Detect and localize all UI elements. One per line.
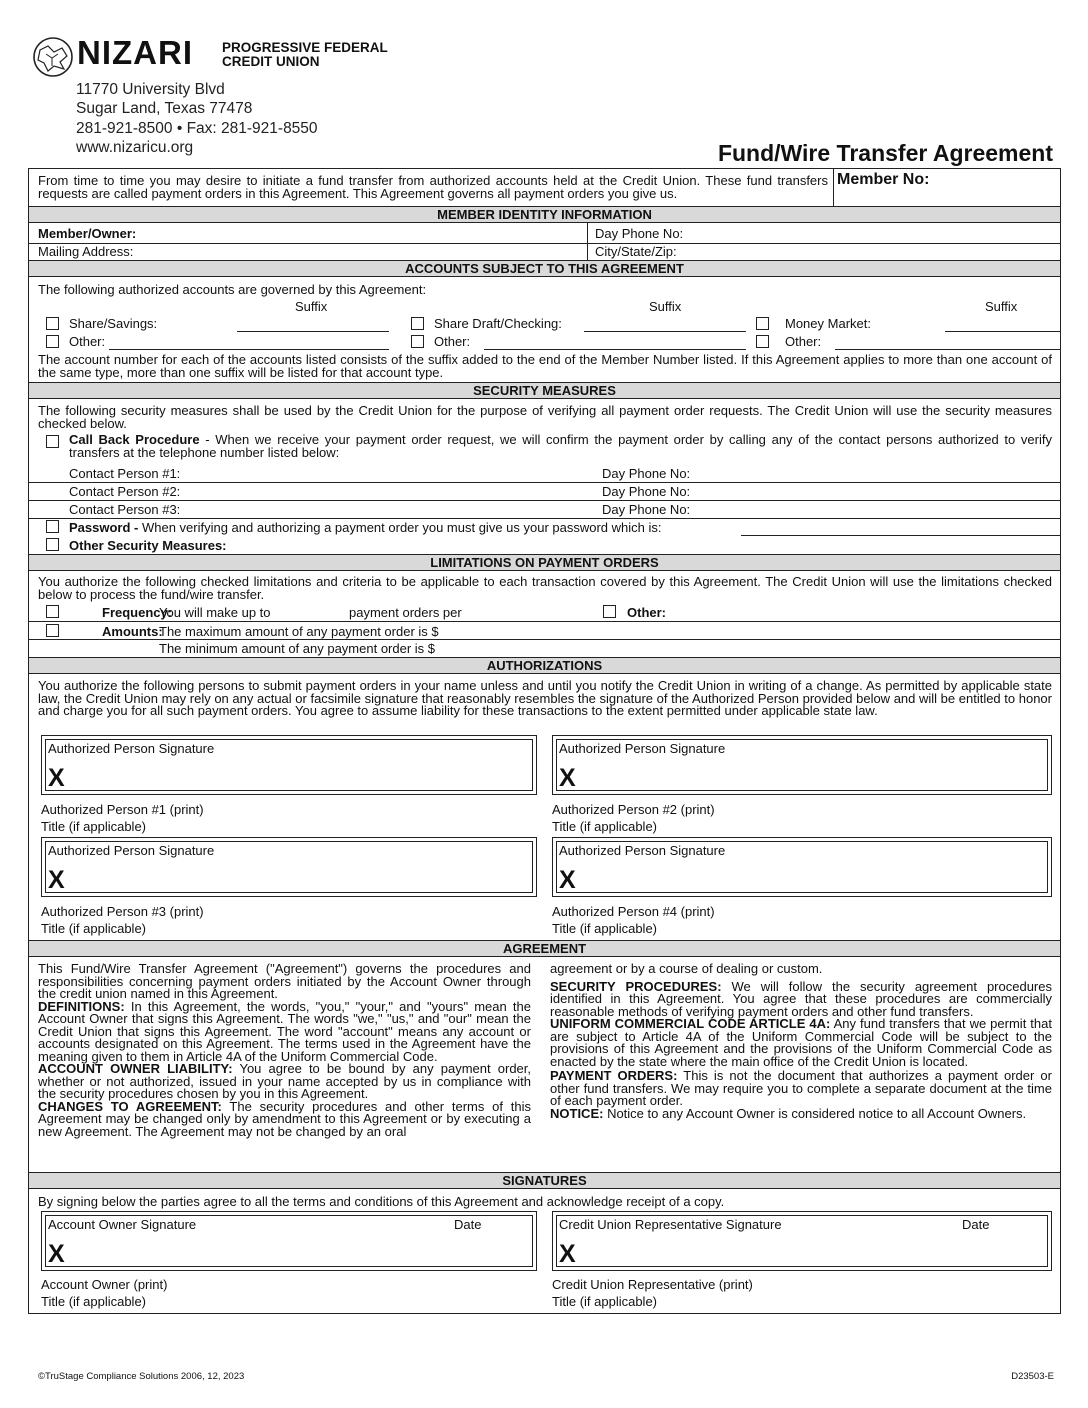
account-owner-signature-box[interactable]: Account Owner Signature Date X	[41, 1211, 537, 1271]
share-savings-suffix-field[interactable]	[237, 331, 389, 332]
section-header-limitations: LIMITATIONS ON PAYMENT ORDERS	[29, 554, 1060, 571]
signatures-intro: By signing below the parties agree to all the terms and conditions of this Agreement and acknowledge receipt of a copy.	[38, 1194, 725, 1209]
section-header-security: SECURITY MEASURES	[29, 382, 1060, 399]
title-label: Title (if applicable)	[552, 819, 658, 834]
intro-text: From time to time you may desire to initiate a fund transfer from authorized accounts held at the Credit Union. These fund transfers requests are called payment orders in this Agreement. This Agreement governs all payment orders you give us.	[38, 173, 828, 201]
authorized-signature-4-box[interactable]: Authorized Person Signature X	[552, 837, 1052, 897]
authorized-person-3-print: Authorized Person #3 (print)	[41, 904, 204, 919]
amounts-label: Amounts:	[102, 624, 163, 639]
other-account-checkbox[interactable]	[756, 335, 769, 348]
member-owner-label: Member/Owner:	[38, 226, 137, 241]
other-account-field[interactable]	[835, 349, 1060, 350]
contact-1-phone-label: Day Phone No:	[602, 466, 691, 481]
mailing-address-field[interactable]	[149, 243, 579, 260]
share-savings-label: Share/Savings:	[69, 316, 158, 331]
title-label: Title (if applicable)	[552, 1294, 658, 1309]
contact-3-phone-label: Day Phone No:	[602, 502, 691, 517]
authorized-person-2-print: Authorized Person #2 (print)	[552, 802, 715, 817]
other-account-label: Other:	[69, 334, 106, 349]
section-header-identity: MEMBER IDENTITY INFORMATION	[29, 206, 1060, 223]
frequency-label: Frequency:	[102, 605, 173, 620]
security-intro: The following security measures shall be used by the Credit Union for the purpose of verifying all payment order requests. The Credit Union will use the security measures checked below.	[38, 403, 1052, 431]
other-account-label: Other:	[785, 334, 822, 349]
frequency-text: You will make up to	[159, 605, 271, 620]
member-owner-field[interactable]	[149, 224, 579, 241]
other-security-label: Other Security Measures:	[69, 538, 227, 553]
other-account-checkbox[interactable]	[46, 335, 59, 348]
share-savings-checkbox[interactable]	[46, 317, 59, 330]
authorized-signature-2-box[interactable]: Authorized Person Signature X	[552, 735, 1052, 795]
city-state-zip-field[interactable]	[699, 243, 1054, 260]
agreement-form	[28, 168, 1061, 1314]
logo-globe-icon	[32, 36, 74, 78]
section-header-accounts: ACCOUNTS SUBJECT TO THIS AGREEMENT	[29, 260, 1060, 277]
other-account-field[interactable]	[484, 349, 746, 350]
suffix-label: Suffix	[295, 299, 328, 314]
money-market-label: Money Market:	[785, 316, 871, 331]
address-line: Sugar Land, Texas 77478	[76, 100, 253, 117]
day-phone-field[interactable]	[699, 224, 1054, 241]
member-no-field[interactable]	[929, 171, 1054, 191]
other-account-label: Other:	[434, 334, 471, 349]
credit-union-print: Credit Union Representative (print)	[552, 1277, 753, 1292]
address-line: 11770 University Blvd	[76, 81, 225, 98]
other-limitation-checkbox[interactable]	[603, 605, 616, 618]
logo-name: NIZARI	[77, 34, 193, 71]
authorized-signature-3-box[interactable]: Authorized Person Signature X	[41, 837, 537, 897]
money-market-suffix-field[interactable]	[945, 331, 1060, 332]
phone-line: 281-921-8500 • Fax: 281-921-8550	[76, 120, 318, 137]
authorizations-intro: You authorize the following persons to submit payment orders in your name unless and until you notify the Credit Union in writing of a change. As permitted by applicable state law, the Credit Union may rely on any actual or facsimile signature that reasonably resembles the signature of the Authorized Person provided below and will be entitled to honor and charge you for all such payment orders. You agree to assume liability for these transactions to the extent permitted under applicable state law.	[38, 678, 1052, 718]
contact-person-3-label: Contact Person #3:	[69, 502, 181, 517]
contact-person-1-label: Contact Person #1:	[69, 466, 181, 481]
suffix-label: Suffix	[649, 299, 682, 314]
frequency-checkbox[interactable]	[46, 605, 59, 618]
agreement-left-column: This Fund/Wire Transfer Agreement ("Agreement") governs the procedures and responsibilities concerning payment orders initiated by the Account Owner through the credit union named in this Agreement. DEFINITIONS: In this Agreement, the words, "you," "your," and "yours" mean the Account Owner that signs this Agreement. The words "we," "us," and "our" mean the Credit Union that signs this Agreement. The word "account" means any account or accounts designated on this Agreement. The terms used in the Agreement have the meaning given to them in Article 4A of the Uniform Commercial Code. ACCOUNT OWNER LIABILITY: You agree to be bound by any payment order, whether or not authorized, issued in your name accepted by us in compliance with the security procedures chosen by you in this Agreement. CHANGES TO AGREEMENT: The security procedures and other terms of this Agreement may be changed only by amendment to this Agreement or by executing a new Agreement. The Agreement may not be changed by an oral	[38, 961, 532, 1139]
credit-union-signature-box[interactable]: Credit Union Representative Signature Date X	[552, 1211, 1052, 1271]
other-security-checkbox[interactable]	[46, 538, 59, 551]
title-label: Title (if applicable)	[41, 1294, 147, 1309]
copyright-footer: ©TruStage Compliance Solutions 2006, 12, 2023	[38, 1371, 245, 1382]
section-header-authorizations: AUTHORIZATIONS	[29, 657, 1060, 674]
member-no-label: Member No:	[837, 171, 930, 188]
money-market-checkbox[interactable]	[756, 317, 769, 330]
share-draft-checkbox[interactable]	[411, 317, 424, 330]
other-limitation-label: Other:	[627, 605, 666, 620]
authorized-signature-1-box[interactable]: Authorized Person Signature X	[41, 735, 537, 795]
day-phone-label: Day Phone No:	[595, 226, 684, 241]
password-text: Password - When verifying and authorizing a payment order you must give us your password which is:	[69, 520, 662, 535]
suffix-label: Suffix	[985, 299, 1018, 314]
title-label: Title (if applicable)	[41, 921, 147, 936]
password-field[interactable]	[741, 535, 1060, 536]
amounts-checkbox[interactable]	[46, 624, 59, 637]
agreement-right-column: agreement or by a course of dealing or custom. SECURITY PROCEDURES: We will follow the security agreement procedures identified in this Agreement. You agree that these procedures are commercially reasonable methods of verifying payment orders and other fund transfers. UNIFORM COMMERCIAL CODE ARTICLE 4A: Any fund transfers that we permit that are subject to Article 4A of the Uniform Commercial Code will be subject to the provisions of this Agreement and the provisions of the Uniform Commercial Code as enacted by the state where the main office of the Credit Union is located. PAYMENT ORDERS: This is not the document that authorizes a payment order or other fund transfers. We may require you to complete a separate document at the time of each payment order. NOTICE: Notice to any Account Owner is considered notice to all Account Owners.	[550, 961, 1052, 1121]
logo-subtitle: PROGRESSIVE FEDERAL CREDIT UNION	[222, 40, 388, 69]
authorized-person-1-print: Authorized Person #1 (print)	[41, 802, 204, 817]
accounts-note: The account number for each of the accounts listed consists of the suffix added to the end of the Member Number listed. If this Agreement applies to more than one account of the same type, more than one suffix will be listed for that account type.	[38, 352, 1052, 380]
limitations-intro: You authorize the following checked limitations and criteria to be applicable to each transaction covered by this Agreement. The Credit Union will use the limitations checked below to process the fund/wire transfer.	[38, 574, 1052, 602]
contact-2-phone-label: Day Phone No:	[602, 484, 691, 499]
title-label: Title (if applicable)	[552, 921, 658, 936]
other-account-checkbox[interactable]	[411, 335, 424, 348]
section-header-agreement: AGREEMENT	[29, 940, 1060, 957]
frequency-text: payment orders per	[349, 605, 462, 620]
form-number: D23503-E	[1011, 1371, 1054, 1382]
document-title: Fund/Wire Transfer Agreement	[717, 140, 1053, 166]
website-line: www.nizaricu.org	[76, 139, 194, 156]
city-state-zip-label: City/State/Zip:	[595, 244, 677, 259]
title-label: Title (if applicable)	[41, 819, 147, 834]
callback-text: Call Back Procedure - When we receive your payment order request, we will confirm the payment order by calling any of the contact persons authorized to verify transfers at the telephone number listed below:	[69, 432, 1052, 460]
callback-checkbox[interactable]	[46, 435, 59, 448]
authorized-person-4-print: Authorized Person #4 (print)	[552, 904, 715, 919]
share-draft-suffix-field[interactable]	[584, 331, 746, 332]
share-draft-label: Share Draft/Checking:	[434, 316, 562, 331]
max-amount-text: The maximum amount of any payment order is $	[159, 624, 439, 639]
mailing-address-label: Mailing Address:	[38, 244, 134, 259]
min-amount-text: The minimum amount of any payment order is $	[159, 641, 436, 656]
password-checkbox[interactable]	[46, 520, 59, 533]
contact-person-2-label: Contact Person #2:	[69, 484, 181, 499]
other-account-field[interactable]	[109, 349, 389, 350]
account-owner-print: Account Owner (print)	[41, 1277, 168, 1292]
section-header-signatures: SIGNATURES	[29, 1172, 1060, 1189]
accounts-intro: The following authorized accounts are governed by this Agreement:	[38, 282, 427, 297]
